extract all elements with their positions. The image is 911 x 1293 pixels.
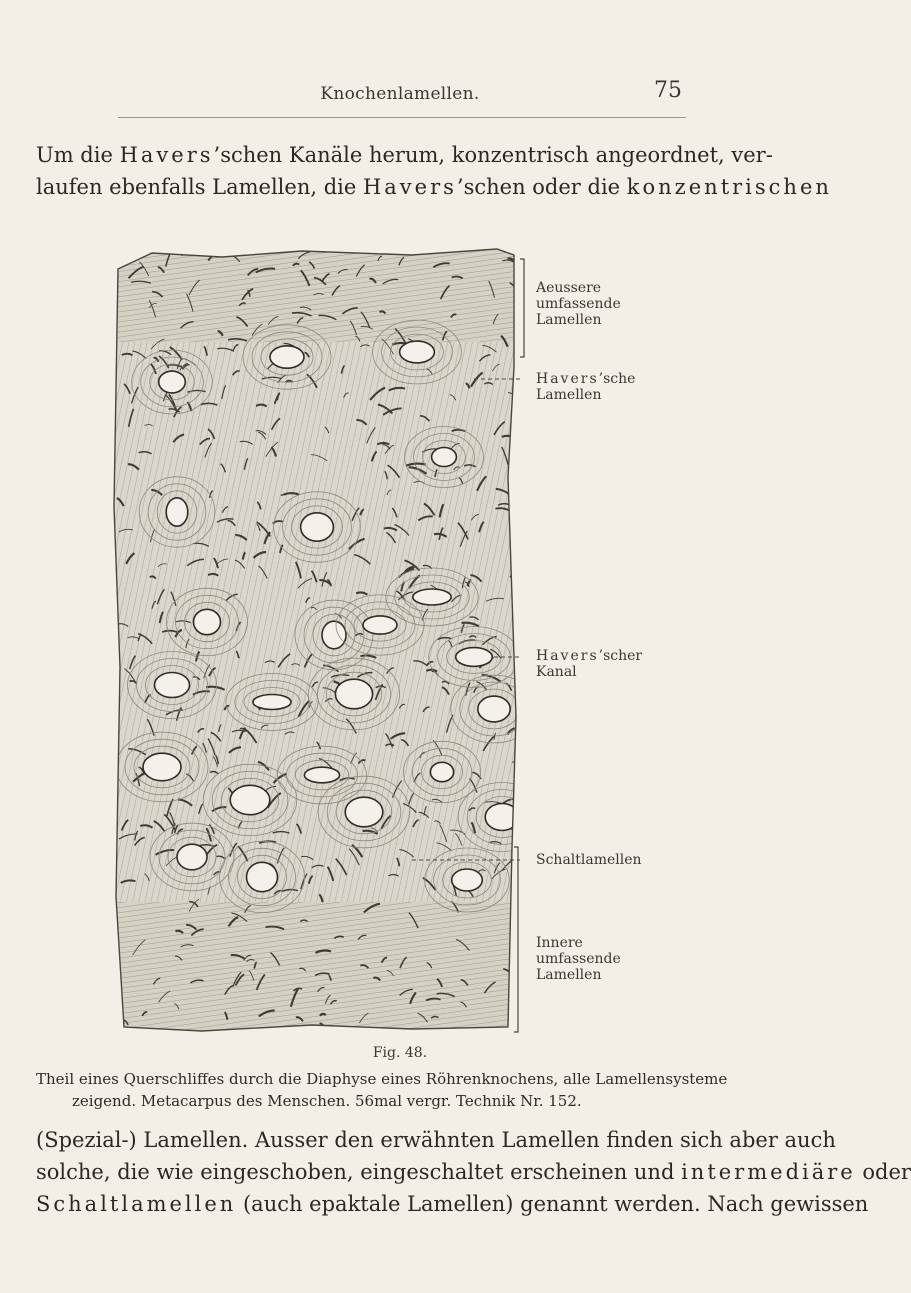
haversian-canal <box>253 695 291 710</box>
page-number: 75 <box>654 78 682 103</box>
haversian-canal <box>430 762 453 781</box>
haversian-canal <box>301 513 334 541</box>
label-interstitial-lamellae: Schaltlamellen <box>536 852 642 868</box>
haversian-canal <box>304 767 339 783</box>
haversian-canal <box>159 371 186 393</box>
running-title: Knochenlamellen. <box>320 84 480 104</box>
osteocyte-lacuna-mark <box>511 830 528 839</box>
running-head <box>0 78 800 108</box>
haversian-canal <box>432 448 457 467</box>
haversian-canal <box>155 673 190 698</box>
haversian-canal <box>452 869 483 891</box>
figure-micrograph <box>112 247 643 1033</box>
haversian-canal <box>345 797 383 827</box>
label-haversian-lamellae: Havers’sche Lamellen <box>536 371 636 403</box>
header-rule <box>118 117 686 118</box>
haversian-canal <box>478 696 510 722</box>
haversian-canal <box>456 648 493 667</box>
paragraph-bottom <box>36 1124 911 1220</box>
haversian-canal <box>400 341 435 363</box>
osteocyte-lacuna-mark <box>513 584 532 588</box>
label-outer-circumferential-lamellae: Aeussere umfassende Lamellen <box>536 280 621 328</box>
osteocyte-lacuna-mark <box>182 243 189 256</box>
haversian-canal <box>270 346 304 368</box>
haversian-canal <box>335 679 372 709</box>
haversian-canal <box>166 498 188 526</box>
haversian-canal <box>247 862 278 891</box>
paragraph-top-line-1: Um die Havers’schen Kanäle herum, konzentrisch angeordnet, ver- <box>36 143 773 167</box>
haversian-canal <box>322 621 346 649</box>
figure-number: Fig. 48. <box>372 1045 428 1061</box>
paragraph-bottom-line-3: Schaltlamellen (auch epaktale Lamellen) genannt werden. Nach gewissen <box>36 1192 869 1216</box>
label-haversian-canal: Havers’scher Kanal <box>536 648 643 680</box>
figure-caption-line-2: zeigend. Metacarpus des Menschen. 56mal vergr. Technik Nr. 152. <box>72 1092 582 1110</box>
haversian-canal <box>230 785 270 814</box>
haversian-canal <box>413 589 451 605</box>
osteocyte-lacuna-mark <box>510 459 515 464</box>
paragraph-bottom-line-1: (Spezial-) Lamellen. Ausser den erwähnten Lamellen finden sich aber auch <box>36 1128 836 1152</box>
paragraph-top-line-2: laufen ebenfalls Lamellen, die Havers’schen oder die konzentrischen <box>36 175 832 199</box>
bone-cross-section-illustration <box>112 247 524 1033</box>
haversian-canal <box>177 844 207 870</box>
osteocyte-lacuna-mark <box>512 606 530 610</box>
label-inner-circumferential-lamellae: Innere umfassende Lamellen <box>536 935 621 983</box>
osteocyte-lacuna-mark <box>515 262 520 266</box>
paragraph-bottom-line-2: solche, die wie eingeschoben, eingeschaltet erscheinen und intermediäre oder <box>36 1160 911 1184</box>
haversian-canal <box>194 609 221 634</box>
figure-caption <box>36 1068 764 1112</box>
figure-caption-line-1: Theil eines Querschliffes durch die Diaphyse eines Röhrenknochens, alle Lamellensysteme <box>36 1070 728 1088</box>
haversian-canal <box>363 616 397 634</box>
paragraph-top <box>36 139 832 203</box>
osteocyte-lacuna-mark <box>515 422 527 425</box>
haversian-canal <box>143 753 181 781</box>
